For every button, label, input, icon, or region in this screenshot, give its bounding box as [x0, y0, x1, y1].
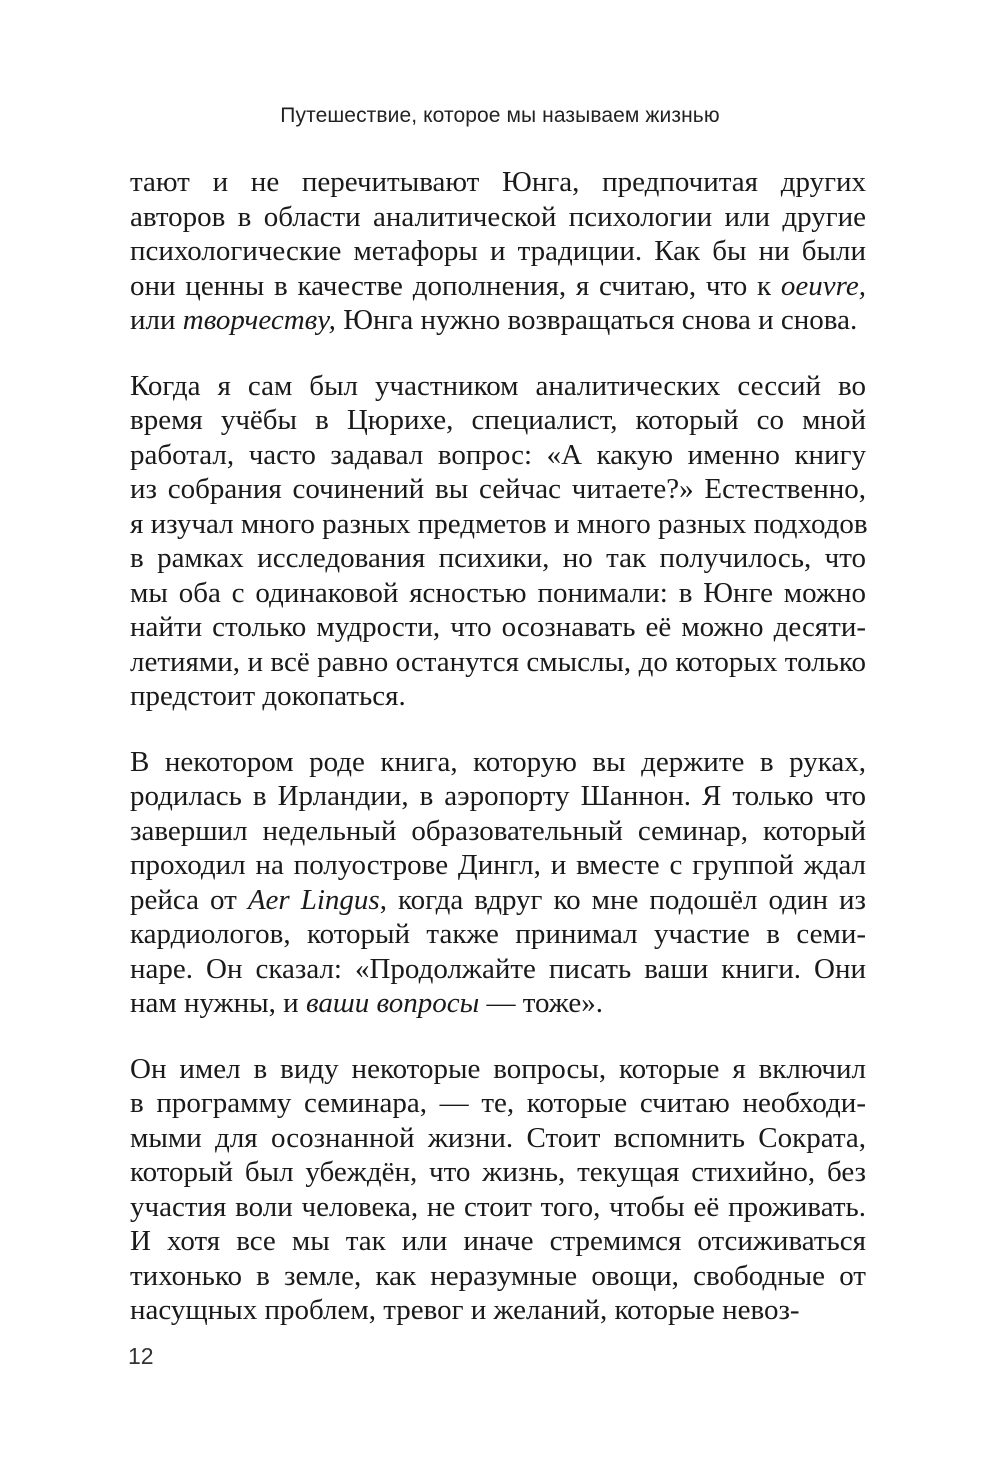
text-line [130, 779, 866, 814]
text-line [130, 1086, 866, 1121]
text-run: тают и не перечитывают Юнга, предпочитая других [130, 166, 866, 198]
text-run: мы оба с одинаковой ясностью понимали: в Юнге можно [130, 576, 866, 609]
text-run: кардиологов, который также принимал участие в семи- [130, 918, 866, 950]
text-run: время учёбы в Цюрихе, специалист, который со мной [130, 404, 866, 436]
text-line [130, 1293, 866, 1328]
text-line [130, 303, 866, 338]
italic-text: ваши вопросы [305, 987, 480, 1019]
text-line [130, 541, 866, 576]
paragraph [130, 745, 866, 1021]
text-line [130, 200, 866, 235]
text-run: Когда я сам был участником аналитических сессий во [130, 369, 866, 402]
text-line [130, 472, 866, 507]
text-run: завершил недельный образовательный семинар, который [130, 814, 866, 847]
text-line [130, 369, 866, 404]
text-run: проходил на полуострове Дингл, и вместе с группой ждал [130, 849, 866, 881]
text-run: тихонько в земле, как неразумные овощи, свободные от [130, 1259, 866, 1292]
paragraph [130, 369, 866, 714]
text-line [130, 679, 866, 714]
text-line [130, 1052, 866, 1087]
text-line [130, 507, 866, 542]
text-line [130, 438, 866, 473]
text-run: авторов в области аналитической психологии или другие [130, 200, 866, 233]
text-run: я изучал много разных предметов и много разных подходов [130, 507, 868, 540]
text-line [130, 645, 866, 680]
text-line [130, 1121, 866, 1156]
text-line [130, 745, 866, 780]
text-run: психологические метафоры и традиции. Как бы ни были [130, 235, 866, 267]
text-line [130, 883, 866, 918]
running-head: Путешествие, которое мы называем жизнью [280, 104, 720, 127]
text-line [130, 610, 866, 645]
text-run: найти столько мудрости, что осознавать её можно десяти- [130, 611, 866, 643]
text-run: — тоже». [479, 987, 604, 1019]
text-line [130, 234, 866, 269]
paragraph [130, 165, 866, 338]
text-line [130, 1224, 866, 1259]
text-run: нам нужны, и [130, 987, 306, 1019]
text-run: родилась в Ирландии, в аэропорту Шаннон. Я только что [130, 780, 866, 812]
text-run: В некотором роде книга, которую вы держите в руках, [130, 745, 866, 778]
text-line [130, 952, 866, 987]
text-run: И хотя все мы так или иначе стремимся отсиживаться [130, 1225, 866, 1257]
text-run: они ценны в качестве дополнения, я считаю, что к [130, 269, 781, 302]
text-run: наре. Он сказал: «Продолжайте писать ваши книги. Они [130, 952, 866, 985]
body-text [130, 165, 866, 1359]
text-run: Юнга нужно возвращаться снова и снова. [335, 304, 858, 336]
text-line [130, 1259, 866, 1294]
text-run: рейса от [130, 883, 248, 916]
paragraph [130, 1052, 866, 1328]
italic-text: творчеству, [182, 304, 336, 336]
text-line [130, 576, 866, 611]
page-number: 12 [128, 1343, 154, 1369]
italic-text: oeuvre, [780, 269, 866, 302]
text-run: Он имел в виду некоторые вопросы, которые я включил [130, 1052, 866, 1085]
text-line [130, 986, 866, 1021]
text-line [130, 269, 866, 304]
text-run: из собрания сочинений вы сейчас читаете?» Естественно, [130, 473, 866, 505]
italic-text: Aer Lingus [247, 883, 380, 916]
text-run: предстоит докопаться. [130, 680, 406, 712]
text-line [130, 1190, 866, 1225]
text-line [130, 165, 866, 200]
text-run: летиями, и всё равно останутся смыслы, до которых только [130, 645, 866, 678]
text-run: участия воли человека, не стоит того, чтобы её проживать. [130, 1190, 866, 1223]
text-line [130, 848, 866, 883]
text-run: который был убеждён, что жизнь, текущая стихийно, без [130, 1156, 866, 1188]
text-run: в рамках исследования психики, но так получилось, что [130, 542, 866, 574]
text-line [130, 814, 866, 849]
text-line [130, 403, 866, 438]
text-run: , когда вдруг ко мне подошёл один из [379, 883, 867, 916]
text-line [130, 917, 866, 952]
text-line [130, 1155, 866, 1190]
text-run: мыми для осознанной жизни. Стоит вспомнить Сократа, [130, 1121, 866, 1154]
text-run: в программу семинара, — те, которые считаю необходи- [130, 1087, 866, 1119]
text-run: насущных проблем, тревог и желаний, которые невоз- [130, 1294, 800, 1326]
text-run: работал, часто задавал вопрос: «А какую именно книгу [130, 438, 866, 471]
text-run: или [130, 304, 183, 336]
